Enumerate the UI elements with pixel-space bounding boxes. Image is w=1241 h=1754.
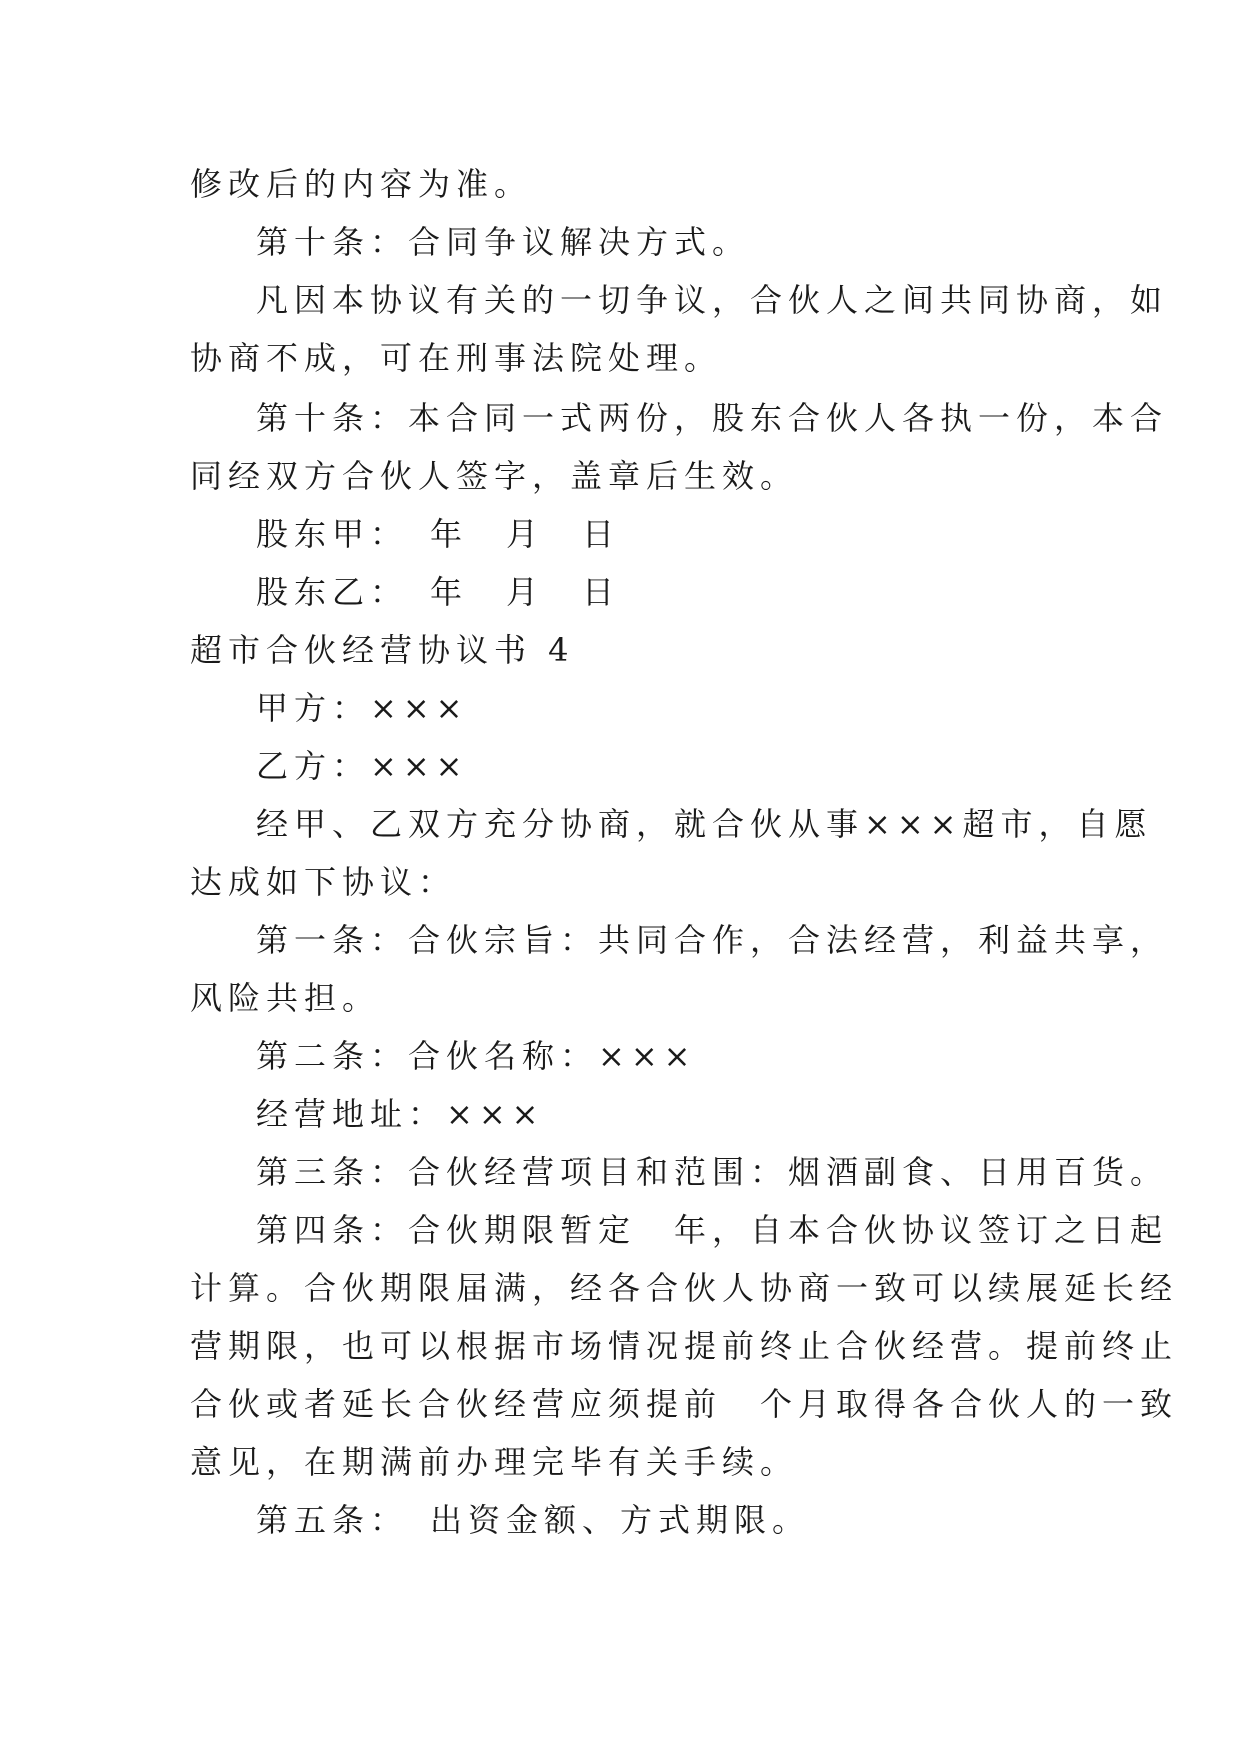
text-line: 协商不成，可在刑事法院处理。 <box>190 339 723 377</box>
text-line: 经营地址：××× <box>256 1095 545 1133</box>
clause-heading: 第五条： 出资金额、方式期限。 <box>256 1501 811 1539</box>
text-line: 意见，在期满前办理完毕有关手续。 <box>190 1443 799 1481</box>
party-a-line: 甲方：××× <box>256 689 469 727</box>
text-line: 风险共担。 <box>190 979 381 1017</box>
clause-heading: 第二条：合伙名称：××× <box>256 1037 697 1075</box>
clause-heading: 第四条：合伙期限暂定 年，自本合伙协议签订之日起 <box>256 1211 1169 1249</box>
clause-heading: 第一条：合伙宗旨：共同合作，合法经营，利益共享， <box>256 921 1169 959</box>
text-line: 凡因本协议有关的一切争议，合伙人之间共同协商，如 <box>256 281 1169 319</box>
clause-heading: 第十条：本合同一式两份，股东合伙人各执一份，本合 <box>256 399 1169 437</box>
text-line: 同经双方合伙人签字，盖章后生效。 <box>190 457 799 495</box>
clause-heading: 第十条：合同争议解决方式。 <box>256 223 751 261</box>
text-line: 营期限，也可以根据市场情况提前终止合伙经营。提前终止 <box>190 1327 1179 1365</box>
signature-line-shareholder-b: 股东乙： 年 月 日 <box>256 573 621 611</box>
section-title: 超市合伙经营协议书 4 <box>190 631 575 669</box>
signature-line-shareholder-a: 股东甲： 年 月 日 <box>256 515 621 553</box>
clause-heading: 第三条：合伙经营项目和范围：烟酒副食、日用百货。 <box>256 1153 1169 1191</box>
party-b-line: 乙方：××× <box>256 747 469 785</box>
text-line: 计算。合伙期限届满，经各合伙人协商一致可以续展延长经 <box>190 1269 1179 1307</box>
text-line: 达成如下协议： <box>190 863 457 901</box>
text-line: 合伙或者延长合伙经营应须提前 个月取得各合伙人的一致 <box>190 1385 1179 1423</box>
text-line: 经甲、乙双方充分协商，就合伙从事×××超市，自愿 <box>256 805 1153 843</box>
text-line: 修改后的内容为准。 <box>190 165 533 203</box>
